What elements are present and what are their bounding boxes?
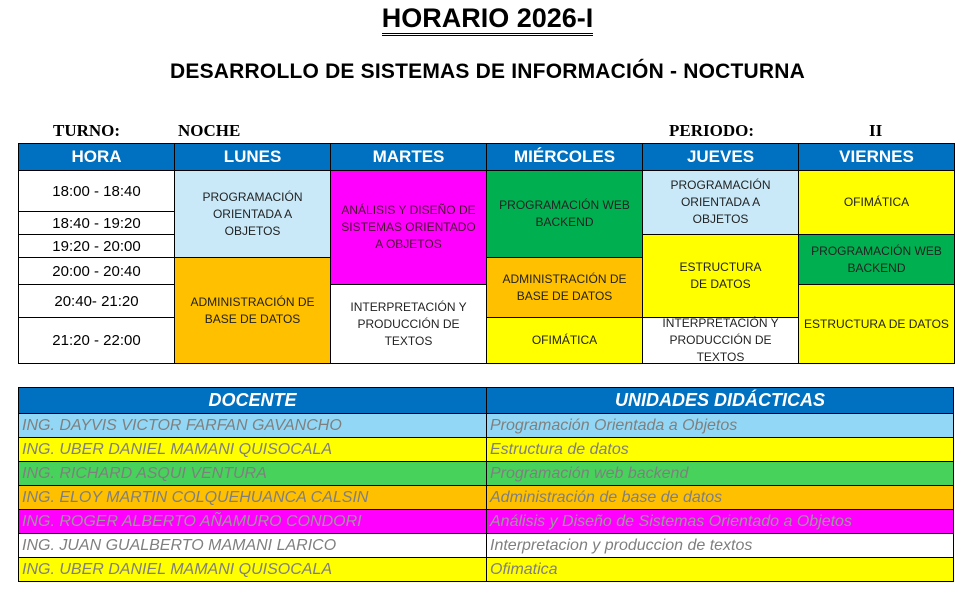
page-subtitle: DESARROLLO DE SISTEMAS DE INFORMACIÓN - NOCTURNA [170, 60, 805, 83]
docente-row [18, 557, 954, 582]
class-block-viernes: OFIMÁTICA [798, 170, 955, 235]
class-block-viernes: PROGRAMACIÓN WEB BACKEND [798, 234, 955, 285]
class-block-lunes: ADMINISTRACIÓN DE BASE DE DATOS [174, 257, 331, 364]
docente-row [18, 413, 954, 438]
unidad-didactica: Estructura de datos [486, 437, 954, 462]
docente-row [18, 485, 954, 510]
periodo-label: PERIODO: [669, 121, 754, 140]
docente-row [18, 509, 954, 534]
class-block-viernes: ESTRUCTURA DE DATOS [798, 284, 955, 364]
header-lunes: LUNES [174, 143, 331, 171]
header-hora: HORA [18, 143, 175, 171]
docente-name: ING. ROGER ALBERTO AÑAMURO CONDORI [18, 509, 487, 534]
class-block-miercoles: ADMINISTRACIÓN DE BASE DE DATOS [486, 257, 643, 318]
class-block-martes: INTERPRETACIÓN Y PRODUCCIÓN DE TEXTOS [330, 284, 487, 364]
time-slot: 20:40- 21:20 [18, 284, 175, 318]
time-slot: 21:20 - 22:00 [18, 317, 175, 364]
class-block-martes: ANÁLISIS Y DISEÑO DE SISTEMAS ORIENTADO A OBJETOS [330, 170, 487, 285]
docente-name: ING. ELOY MARTIN COLQUEHUANCA CALSIN [18, 485, 487, 510]
class-block-miercoles: PROGRAMACIÓN WEB BACKEND [486, 170, 643, 258]
unidad-didactica: Interpretacion y produccion de textos [486, 533, 954, 558]
docente-row [18, 437, 954, 462]
turno-value: NOCHE [178, 121, 241, 140]
time-slot: 19:20 - 20:00 [18, 234, 175, 258]
docente-name: ING. DAYVIS VICTOR FARFAN GAVANCHO [18, 413, 487, 438]
docente-name: ING. UBER DANIEL MAMANI QUISOCALA [18, 437, 487, 462]
header-martes: MARTES [330, 143, 487, 171]
unidad-didactica: Análisis y Diseño de Sistemas Orientado a Objetos [486, 509, 954, 534]
docente-name: ING. RICHARD ASQUI VENTURA [18, 461, 487, 486]
header-viernes: VIERNES [798, 143, 955, 171]
header-jueves: JUEVES [642, 143, 799, 171]
page-title: HORARIO 2026-I [0, 3, 975, 36]
turno-label: TURNO: [53, 121, 121, 140]
schedule-table [18, 143, 955, 364]
docente-row [18, 461, 954, 486]
class-block-lunes: PROGRAMACIÓN ORIENTADA A OBJETOS [174, 170, 331, 258]
periodo-value: II [869, 121, 883, 140]
time-slot: 20:00 - 20:40 [18, 257, 175, 285]
unidad-didactica: Programación web backend [486, 461, 954, 486]
header-unidades: UNIDADES DIDÁCTICAS [486, 387, 954, 414]
header-miercoles: MIÉRCOLES [486, 143, 643, 171]
class-block-jueves: PROGRAMACIÓN ORIENTADA A OBJETOS [642, 170, 799, 235]
docentes-header-row [18, 387, 954, 412]
class-block-jueves: INTERPRETACIÓN Y PRODUCCIÓN DE TEXTOS [642, 317, 799, 364]
time-slot: 18:40 - 19:20 [18, 211, 175, 235]
unidad-didactica: Ofimatica [486, 557, 954, 582]
docente-row [18, 533, 954, 558]
header-docente: DOCENTE [18, 387, 487, 414]
class-block-jueves: ESTRUCTURA DE DATOS [642, 234, 799, 318]
docente-name: ING. UBER DANIEL MAMANI QUISOCALA [18, 557, 487, 582]
class-block-miercoles: OFIMÁTICA [486, 317, 643, 364]
unidad-didactica: Programación Orientada a Objetos [486, 413, 954, 438]
docente-name: ING. JUAN GUALBERTO MAMANI LARICO [18, 533, 487, 558]
time-slot: 18:00 - 18:40 [18, 170, 175, 212]
unidad-didactica: Administración de base de datos [486, 485, 954, 510]
